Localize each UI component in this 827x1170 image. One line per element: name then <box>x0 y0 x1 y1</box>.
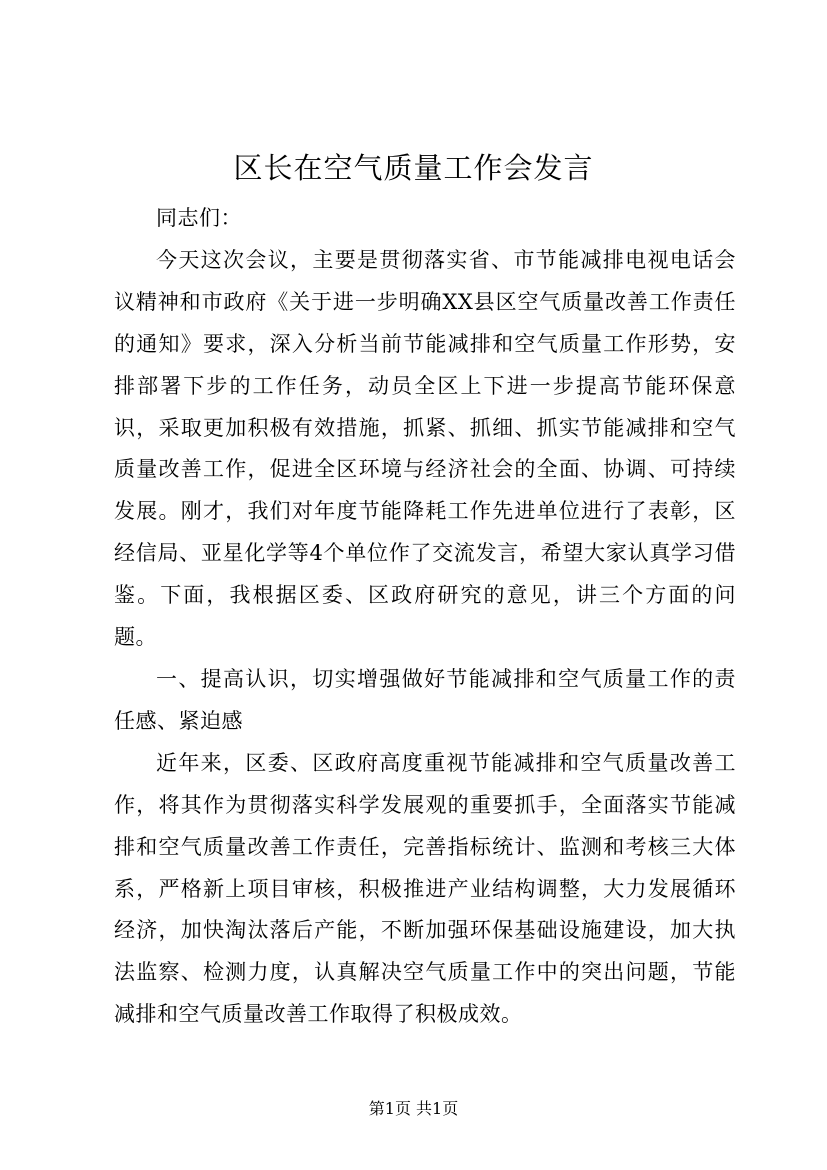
paragraph-section-1: 近年来，区委、区政府高度重视节能减排和空气质量改善工作，将其作为贯彻落实科学发展观的重要抓手，全面落实节能减排和空气质量改善工作责任，完善指标统计、监测和考核三大体系，严格新上项目审核，积极推进产业结构调整，大力发展循环经济，加快淘汰落后产能，不断加强环保基础设施建设，加大执法监察、检测力度，认真解决空气质量工作中的突出问题，节能减排和空气质量改善工作取得了积极成效。 <box>114 750 736 1027</box>
section-heading-1: 一、提高认识，切实增强做好节能减排和空气质量工作的责任感、紧迫感 <box>114 666 736 733</box>
paragraph-intro: 今天这次会议，主要是贯彻落实省、市节能减排电视电话会议精神和市政府《关于进一步明确XX县区空气质量改善工作责任的通知》要求，深入分析当前节能减排和空气质量工作形势，安排部署下步的工作任务，动员全区上下进一步提高节能环保意识，采取更加积极有效措施，抓紧、抓细、抓实节能减排和空气质量改善工作，促进全区环境与经济社会的全面、协调、可持续发展。刚才，我们对年度节能降耗工作先进单位进行了表彰，区经信局、亚星化学等4个单位作了交流发言，希望大家认真学习借鉴。下面，我根据区委、区政府研究的意见，讲三个方面的问题。 <box>114 247 736 650</box>
page-footer: 第1页 共1页 <box>368 1099 459 1118</box>
document-title: 区长在空气质量工作会发言 <box>233 151 594 185</box>
salutation: 同志们： <box>156 206 242 230</box>
document-body <box>114 198 736 1036</box>
